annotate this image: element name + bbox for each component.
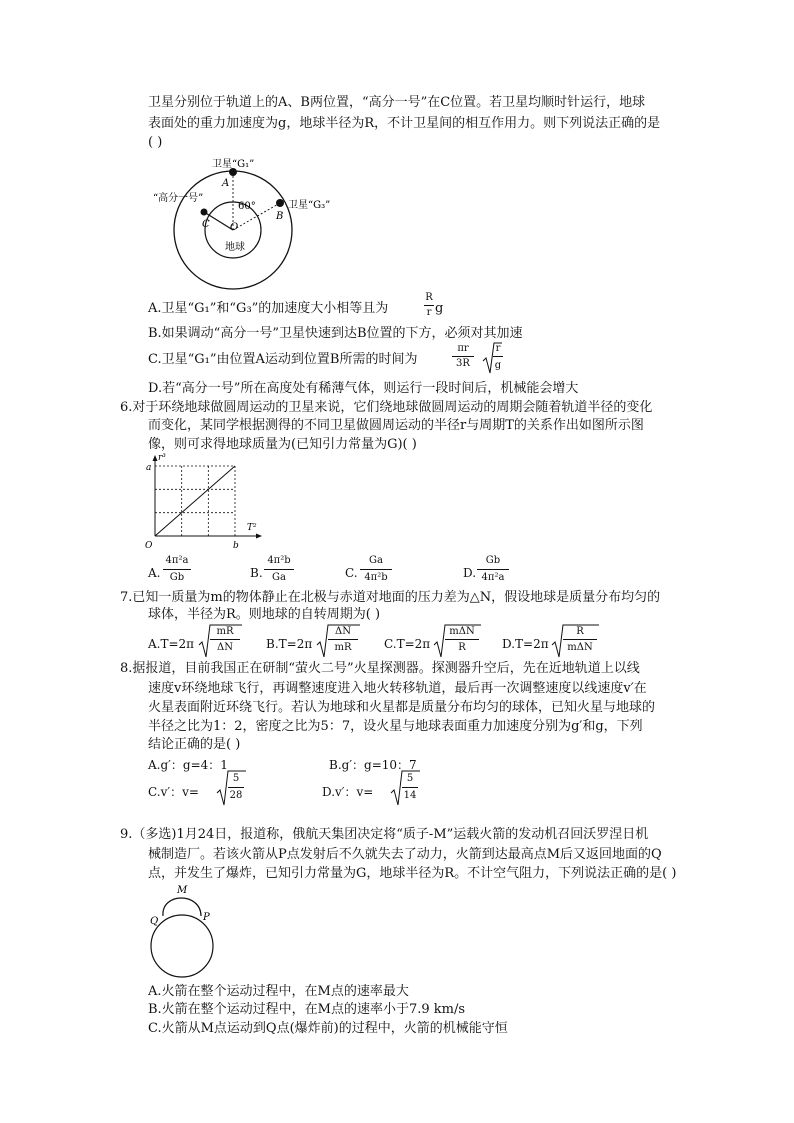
label-angle: 60° — [238, 201, 256, 212]
q7-c-den: R — [458, 642, 466, 653]
q6-series — [155, 466, 235, 536]
series-line-1 — [155, 466, 235, 536]
label-p: P — [203, 912, 210, 923]
q5-option-b: B.如果调动“高分一号”卫星快速到达B位置的下方，必须对其加速 — [148, 326, 523, 341]
q7-d-num: R — [576, 626, 584, 637]
q7-line-2: 球体，半径为R。则地球的自转周期为( ) — [148, 607, 381, 622]
q6-line-1: 6.对于环绕地球做圆周运动的卫星来说，它们绕地球做圆周运动的周期会随着轨道半径的变化 — [120, 400, 653, 415]
q6-b-den: Ga — [272, 572, 286, 583]
q6-b-bar — [264, 569, 294, 570]
q8-line-1: 8.据报道，目前我国正在研制“萤火二号”火星探测器。探测器升空后，先在近地轨道上以线 — [120, 661, 640, 676]
x-tick-b: b — [233, 541, 239, 551]
q5-option-d: D.若“高分一号”所在高度处有稀薄气体，则运行一段时间后，机械能会增大 — [148, 381, 579, 396]
q8-d-num: 5 — [406, 773, 414, 784]
q5-option-c: C.卫星“G₁”由位置A运动到位置B所需的时间为 — [148, 352, 418, 367]
q9-option-b: B.火箭在整个运动过程中，在M点的速率小于7.9 km/s — [148, 1002, 466, 1017]
label-c: C — [202, 219, 210, 230]
q5-a-num: R — [425, 292, 433, 303]
q6-d-den: 4π²a — [481, 572, 505, 583]
label-g1: 卫星“G₁” — [212, 159, 255, 170]
q7-a-den: ΔN — [217, 642, 233, 653]
q5-a-tail: g — [435, 301, 444, 316]
label-m: M — [177, 885, 188, 896]
q5-c-den: 3R — [456, 358, 470, 369]
label-a: A — [222, 178, 230, 189]
q7-b-bar — [328, 639, 358, 640]
q5-option-a — [148, 301, 388, 317]
q5-line-3: ( ) — [148, 135, 163, 150]
q5-a-bar — [424, 305, 434, 306]
q9-rocket-figure — [145, 880, 225, 980]
q6-a-num: 4π²a — [165, 555, 189, 566]
q9-line-2: 械制造厂。若该火箭从P点发射后不久就失去了动力，火箭到达最高点M后又返回地面的Q — [148, 847, 662, 862]
q5-c-rad-den: g — [494, 360, 502, 371]
label-q: Q — [150, 916, 159, 927]
q7-d-den: mΔN — [567, 642, 593, 653]
q6-b-num: 4π²b — [267, 555, 291, 566]
q7-d-bar — [563, 639, 597, 640]
trajectory-arc — [163, 898, 201, 916]
q6-d-num: Gb — [485, 555, 501, 566]
q7-c-num: mΔN — [449, 626, 475, 637]
label-b: B — [276, 211, 284, 222]
q9-line-3: 点，并发生了爆炸，已知引力常量为G，地球半径为R。不计空气阻力，下列说法正确的是( ) — [148, 866, 677, 881]
q7-option-c: C.T=2π — [384, 637, 431, 651]
q7-b-den: mR — [334, 642, 352, 653]
q6-option-a: A. — [148, 566, 161, 580]
q6-line-2: 而变化，某同学根据测得的不同卫星做圆周运动的半径r与周期T的关系作出如图所示图 — [148, 418, 644, 433]
q9-option-c: C.火箭从M点运动到Q点(爆炸前)的过程中，火箭的机械能守恒 — [148, 1021, 508, 1036]
q8-line-2: 速度v环绕地球飞行，再调整速度进入地火转移轨道，最后再一次调整速度以线速度v′在 — [148, 681, 647, 696]
q6-c-bar — [360, 569, 392, 570]
q6-line-3: 像，则可求得地球质量为(已知引力常量为G)( ) — [148, 437, 417, 452]
q5-option-a-text: A.卫星“G₁”和“G₃”的加速度大小相等且为 — [148, 301, 389, 316]
q7-b-num: ΔN — [335, 626, 351, 637]
q6-c-num: Ga — [369, 555, 383, 566]
q7-c-bar — [445, 639, 479, 640]
x-axis-arrow — [256, 534, 262, 539]
q8-option-d: D.v′：v= — [322, 785, 374, 799]
q6-a-bar — [163, 569, 191, 570]
q6-c-den: 4π²b — [364, 572, 388, 583]
q5-c-bar — [452, 356, 474, 357]
earth-circle — [151, 915, 213, 977]
q9-option-a: A.火箭在整个运动过程中，在M点的速率最大 — [148, 984, 409, 999]
q7-option-a: A.T=2π — [148, 637, 195, 651]
q6-a-den: Gb — [169, 572, 185, 583]
q7-a-num: mR — [216, 626, 234, 637]
origin-label: O — [145, 541, 153, 551]
x-axis-label: T² — [247, 523, 257, 533]
q5-c-rad-num: r — [495, 343, 501, 354]
q7-option-d: D.T=2π — [502, 637, 549, 651]
q8-line-4: 半径之比为1：2，密度之比为5：7，设火星与地球表面重力加速度分别为g′和g，下列 — [148, 719, 643, 734]
q7-option-b: B.T=2π — [266, 637, 313, 651]
q6-option-c: C. — [345, 566, 358, 580]
q7-a-bar — [210, 639, 240, 640]
q6-option-d: D. — [463, 566, 477, 580]
q8-d-den: 14 — [403, 790, 417, 801]
q5-c-num: πr — [457, 343, 469, 354]
label-gf: “高分一号” — [153, 193, 204, 204]
q8-line-5: 结论正确的是( ) — [148, 737, 241, 752]
y-axis-arrow — [153, 455, 158, 461]
q8-c-num: 5 — [232, 773, 240, 784]
q6-option-b: B. — [250, 566, 263, 580]
y-tick-a: a — [146, 463, 152, 473]
q6-d-bar — [477, 569, 509, 570]
q5-line-1: 卫星分别位于轨道上的A、B两位置，“高分一号”在C位置。若卫星均顺时针运行，地球 — [148, 95, 646, 110]
y-axis-label: r³ — [158, 453, 166, 463]
label-g3: 卫星“G₃” — [288, 200, 331, 211]
q5-a-den: r — [426, 307, 432, 318]
q8-option-b: B.g′：g=10：7 — [329, 758, 417, 772]
satellite-b-dot — [276, 199, 284, 207]
q8-c-bar — [228, 787, 244, 788]
q5-line-2: 表面处的重力加速度为g，地球半径为R，不计卫星间的相互作用力。则下列说法正确的是 — [148, 116, 661, 131]
q8-option-c: C.v′：v= — [148, 785, 199, 799]
q8-line-3: 火星表面附近环绕飞行。若认为地球和火星都是质量分布均匀的球体，已知火星与地球的 — [148, 700, 656, 715]
label-earth: 地球 — [225, 242, 245, 253]
q6-axes — [153, 455, 263, 539]
q8-option-a: A.g′：g=4：1 — [148, 758, 228, 772]
q5-orbit-figure — [140, 150, 350, 290]
q6-graph — [143, 452, 263, 552]
satellite-c-dot — [201, 209, 208, 216]
q8-d-bar — [402, 787, 418, 788]
q8-c-den: 28 — [229, 790, 243, 801]
label-o: O — [230, 222, 239, 233]
q7-line-1: 7.已知一质量为m的物体静止在北极与赤道对地面的压力差为△N，假设地球是质量分布均匀的 — [120, 590, 661, 605]
q5-c-rad-bar — [493, 356, 503, 357]
q9-line-1: 9.（多选)1月24日，报道称，俄航天集团决定将“质子-M”运载火箭的发动机召回沃罗涅日机 — [120, 827, 649, 842]
